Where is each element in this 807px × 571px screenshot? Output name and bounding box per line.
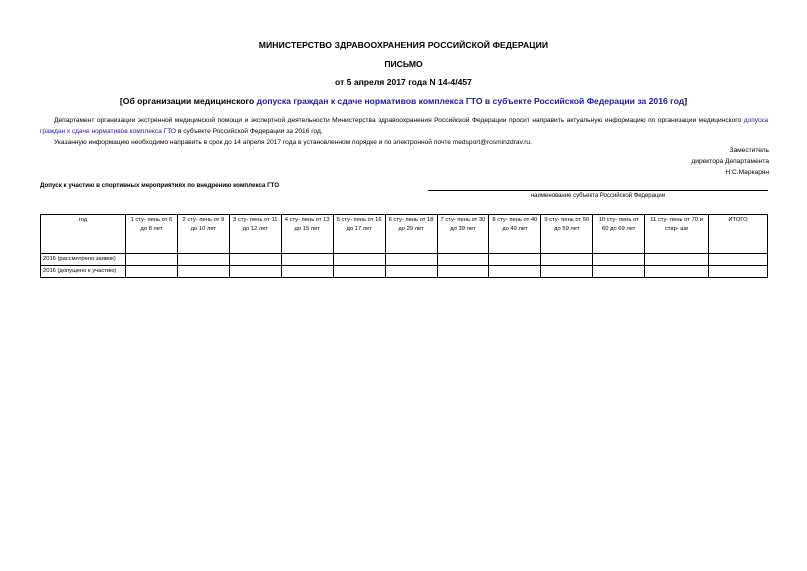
- table-cell[interactable]: [125, 254, 177, 266]
- row-label-applications: 2016 (рассмотрено заявок): [41, 254, 126, 266]
- table-cell[interactable]: [645, 266, 709, 278]
- table-header-row: [41, 215, 768, 254]
- subject-caption: наименование субъекта Российской Федерации: [530, 193, 666, 199]
- p1-link[interactable]: допуска граждан к сдаче нормативов комплекса ГТО: [40, 117, 768, 135]
- table-cell[interactable]: [125, 266, 177, 278]
- table-cell[interactable]: [541, 266, 593, 278]
- p1-start: Департамент организации экстренной медицинской помощи и экспертной деятельности Министерства здравоохранения Российской Федерации просит направить актуальную информацию по организации медицинского: [54, 117, 744, 124]
- table-row: [41, 254, 768, 266]
- table-row: [41, 266, 768, 278]
- table-cell[interactable]: [489, 254, 541, 266]
- subject-link[interactable]: допуска граждан к сдаче нормативов комплекса ГТО в субъекте Российской Федерации за 2016 год: [256, 96, 685, 106]
- header-cell-step-5: 5 сту- пень от 16 до 17 лет: [333, 215, 385, 254]
- ministry-title: МИНИСТЕРСТВО ЗДРАВООХРАНЕНИЯ РОССИЙСКОЙ ФЕДЕРАЦИИ: [258, 40, 549, 50]
- table-cell[interactable]: [385, 254, 437, 266]
- document-date: от 5 апреля 2017 года N 14-4/457: [335, 77, 472, 87]
- document-type: ПИСЬМО: [384, 59, 423, 69]
- table-cell[interactable]: [229, 266, 281, 278]
- subject-suffix: ]: [684, 96, 688, 106]
- table-cell[interactable]: [541, 254, 593, 266]
- table-cell[interactable]: [281, 254, 333, 266]
- header-cell-step-4: 4 сту- пень от 13 до 15 лет: [281, 215, 333, 254]
- header-cell-step-9: 9 сту- пень от 50 до 59 лет: [541, 215, 593, 254]
- table-cell[interactable]: [489, 266, 541, 278]
- header-cell-step-7: 7 сту- пень от 30 до 39 лет: [437, 215, 489, 254]
- table-cell[interactable]: [177, 254, 229, 266]
- header-cell-step-11: 11 сту- пень от 70 и стар- ше: [645, 215, 709, 254]
- header-cell-step-6: 6 сту- пень от 18 до 29 лет: [385, 215, 437, 254]
- gto-admission-table: [40, 214, 768, 278]
- table-cell[interactable]: [437, 266, 489, 278]
- table-cell[interactable]: [437, 254, 489, 266]
- header-cell-step-3: 3 сту- пень от 11 до 12 лет: [229, 215, 281, 254]
- signature-position: Заместитель: [729, 147, 769, 154]
- p1-end: в субъекте Российской Федерации за 2016 год.: [176, 128, 323, 135]
- table-cell[interactable]: [333, 266, 385, 278]
- body-paragraph-2: Указанную информацию необходимо направить в срок до 14 апреля 2017 года в установленном порядке и по электронной почте medsport@rosminzdrav.ru.: [54, 139, 532, 146]
- table-cell[interactable]: [708, 254, 767, 266]
- body-paragraph-1: [40, 115, 768, 137]
- table-cell[interactable]: [281, 266, 333, 278]
- document-subject: [0, 96, 807, 106]
- form-caption: Допуск к участию в спортивных мероприятиях по внедрению комплекса ГТО: [40, 182, 280, 189]
- signature-name: Н.С.Маркарян: [725, 169, 769, 176]
- signature-department: директора Департамента: [691, 158, 769, 165]
- subject-fill-line: [428, 190, 768, 191]
- header-cell-year: год: [41, 215, 126, 254]
- table-cell[interactable]: [593, 254, 645, 266]
- header-cell-step-8: 8 сту- пень от 40 до 49 лет: [489, 215, 541, 254]
- header-cell-step-1: 1 сту- пень от 6 до 8 лет: [125, 215, 177, 254]
- header-cell-step-10: 10 сту- пень от 60 до 69 лет: [593, 215, 645, 254]
- table-cell[interactable]: [229, 254, 281, 266]
- table-cell[interactable]: [708, 266, 767, 278]
- row-label-admitted: 2016 (допущено к участию): [41, 266, 126, 278]
- table-cell[interactable]: [333, 254, 385, 266]
- table-cell[interactable]: [645, 254, 709, 266]
- table-cell[interactable]: [177, 266, 229, 278]
- subject-prefix: [Об организации медицинского: [119, 96, 257, 106]
- table-cell[interactable]: [593, 266, 645, 278]
- header-cell-total: ИТОГО: [708, 215, 767, 254]
- table-cell[interactable]: [385, 266, 437, 278]
- header-cell-step-2: 2 сту- пень от 9 до 10 лет: [177, 215, 229, 254]
